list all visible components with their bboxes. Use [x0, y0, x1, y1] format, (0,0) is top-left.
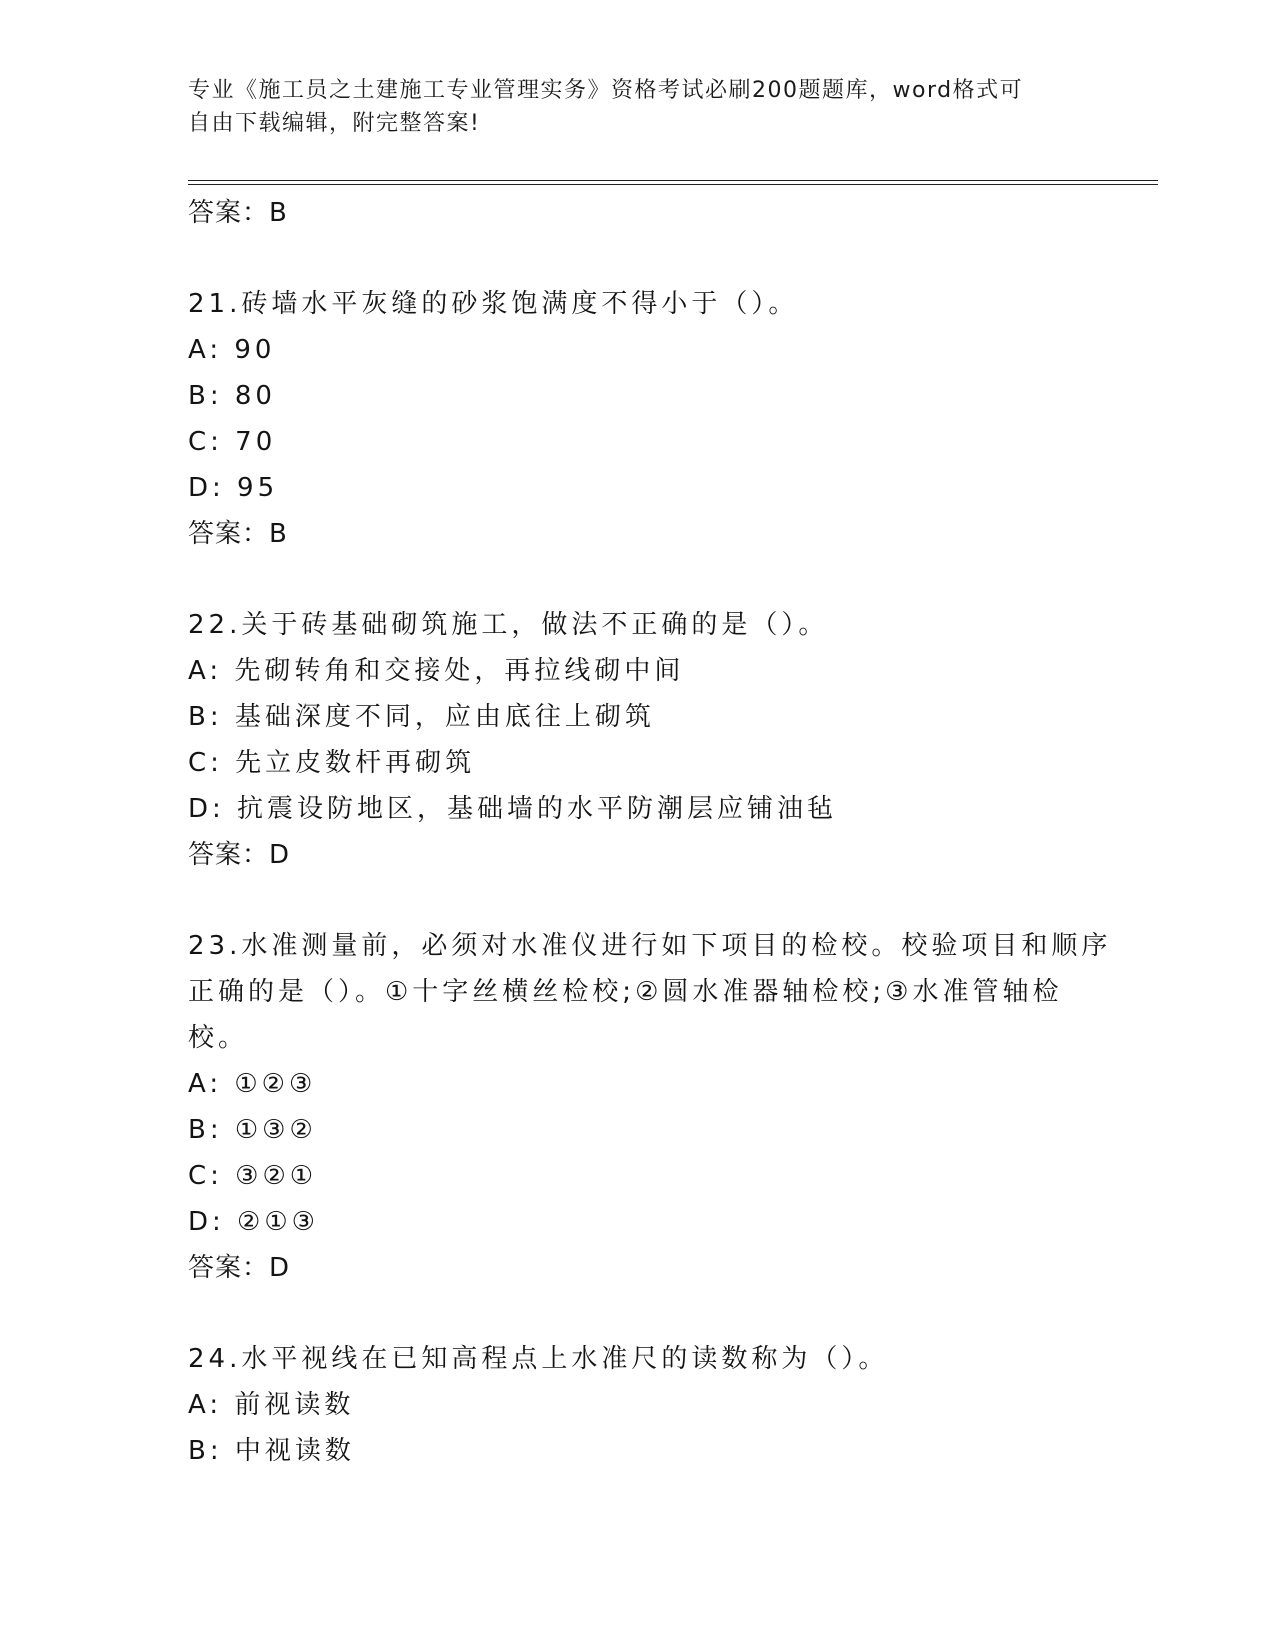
option-d: D: 抗震设防地区，基础墙的水平防潮层应铺油毡 — [188, 794, 838, 824]
option-d: D: 95 — [188, 473, 279, 503]
header-line-2: 自由下载编辑，附完整答案! — [188, 111, 481, 136]
option-a: A: 先砌转角和交接处，再拉线砌中间 — [188, 656, 685, 686]
header-rule-top — [188, 180, 1158, 181]
option-a: A: ①②③ — [188, 1069, 317, 1099]
answer-line: 答案：B — [188, 519, 288, 549]
question-text-line-1: 23.水准测量前，必须对水准仪进行如下项目的检校。校验项目和顺序 — [188, 931, 1112, 961]
question-text-line-2: 正确的是（）。①十字丝横丝检校;②圆水准器轴检校;③水准管轴检 — [188, 977, 1063, 1007]
option-a: A: 前视读数 — [188, 1390, 355, 1420]
answer-line: 答案：B — [188, 198, 288, 228]
spacer — [188, 557, 1088, 602]
spacer — [188, 1291, 1088, 1336]
spacer — [188, 878, 1088, 923]
answer-line: 答案：D — [188, 840, 291, 870]
question-list — [188, 190, 1112, 1474]
spacer — [188, 236, 1088, 281]
option-b: B: 基础深度不同，应由底往上砌筑 — [188, 702, 655, 732]
question-text: 21.砖墙水平灰缝的砂浆饱满度不得小于（）。 — [188, 289, 799, 319]
question-text-line-3: 校。 — [188, 1023, 249, 1053]
question-23 — [188, 923, 1112, 1291]
question-text: 22.关于砖基础砌筑施工，做法不正确的是（）。 — [188, 610, 829, 640]
question-text: 24.水平视线在已知高程点上水准尺的读数称为（）。 — [188, 1344, 889, 1374]
question-21 — [188, 281, 1088, 557]
option-c: C: 70 — [188, 427, 277, 457]
option-b: B: 中视读数 — [188, 1436, 355, 1466]
question-22 — [188, 602, 1088, 878]
header-line-1: 专业《施工员之土建施工专业管理实务》资格考试必刷200题题库，word格式可 — [188, 78, 1024, 103]
question-24 — [188, 1336, 1088, 1474]
option-a: A: 90 — [188, 335, 276, 365]
option-d: D: ②①③ — [188, 1207, 319, 1237]
option-c: C: ③②① — [188, 1161, 318, 1191]
option-c: C: 先立皮数杆再砌筑 — [188, 748, 476, 778]
answer-line: 答案：D — [188, 1253, 291, 1283]
document-header — [188, 74, 1088, 140]
option-b: B: 80 — [188, 381, 276, 411]
option-b: B: ①③② — [188, 1115, 317, 1145]
header-rule-bottom — [188, 184, 1158, 185]
